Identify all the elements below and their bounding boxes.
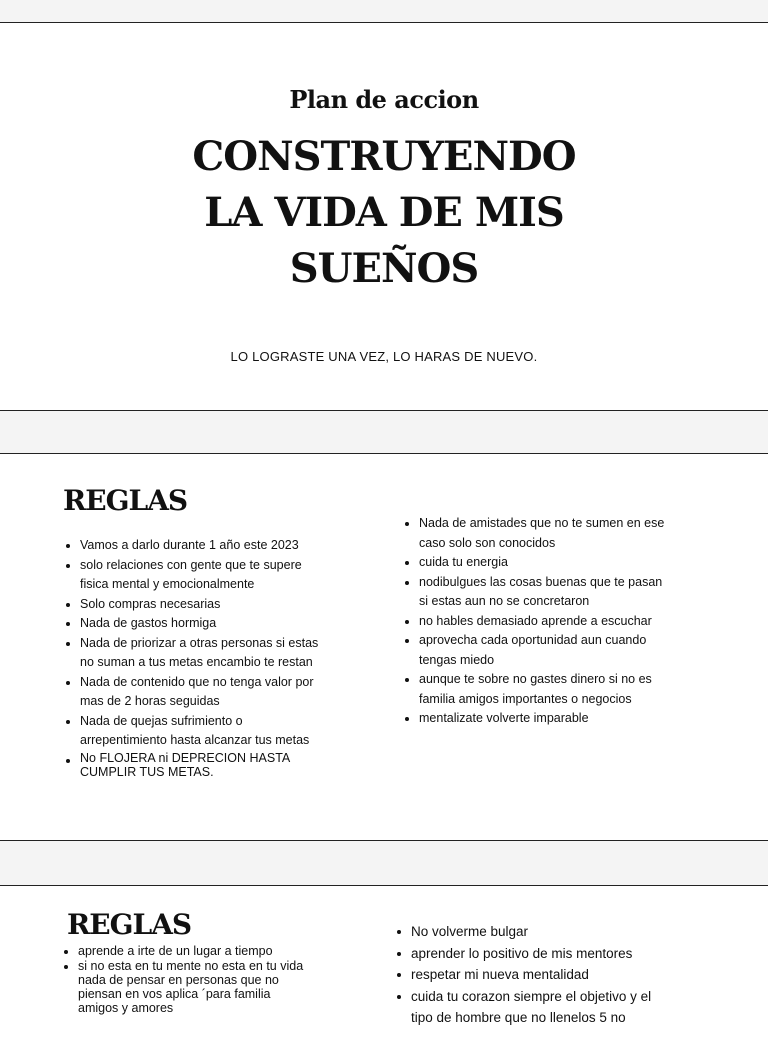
list-item: No FLOJERA ni DEPRECION HASTA CUMPLIR TUS METAS. bbox=[64, 751, 326, 779]
list-item: si no esta en tu mente no esta en tu vida nada de pensar en personas que no piensan en vos aplica ´para familia amigos y amores bbox=[62, 959, 314, 1015]
main-title-line: LA VIDA DE MIS bbox=[204, 189, 564, 236]
list-item: solo relaciones con gente que te supere fisica mental y emocionalmente bbox=[64, 556, 326, 595]
list-item: aprovecha cada oportunidad aun cuando tengas miedo bbox=[403, 631, 665, 670]
list-item: Nada de amistades que no te sumen en ese caso solo son conocidos bbox=[403, 514, 665, 553]
main-title-line: SUEÑOS bbox=[289, 245, 479, 292]
page-rules-2 bbox=[0, 885, 768, 1045]
rules-list-right bbox=[395, 921, 665, 1029]
rules-list-left bbox=[62, 944, 314, 1016]
list-item: No volverme bulgar bbox=[395, 921, 665, 943]
page-rules-1 bbox=[0, 453, 768, 841]
list-item: nodibulgues las cosas buenas que te pasan si estas aun no se concretaron bbox=[403, 573, 665, 612]
list-item: no hables demasiado aprende a escuchar bbox=[403, 612, 665, 632]
list-item: mentalizate volverte imparable bbox=[403, 709, 665, 729]
rules-heading: REGLAS bbox=[67, 908, 192, 941]
rules-list-left bbox=[64, 536, 326, 779]
list-item: Nada de gastos hormiga bbox=[64, 614, 326, 634]
list-item: Solo compras necesarias bbox=[64, 595, 326, 615]
list-item: aprende a irte de un lugar a tiempo bbox=[62, 944, 314, 958]
main-title bbox=[0, 129, 768, 297]
page-cover bbox=[0, 22, 768, 411]
plan-subtitle: Plan de accion bbox=[289, 85, 479, 114]
list-item: cuida tu corazon siempre el objetivo y el tipo de hombre que no llenelos 5 no bbox=[395, 986, 665, 1029]
rules-heading: REGLAS bbox=[63, 484, 188, 517]
list-item: Nada de contenido que no tenga valor por mas de 2 horas seguidas bbox=[64, 673, 326, 712]
list-item: Vamos a darlo durante 1 año este 2023 bbox=[64, 536, 326, 556]
list-item: Nada de quejas sufrimiento o arrepentimiento hasta alcanzar tus metas bbox=[64, 712, 326, 751]
tagline: LO LOGRASTE UNA VEZ, LO HARAS DE NUEVO. bbox=[230, 349, 538, 364]
rules-list-right bbox=[403, 514, 665, 729]
list-item: cuida tu energia bbox=[403, 553, 665, 573]
list-item: respetar mi nueva mentalidad bbox=[395, 964, 665, 986]
list-item: aprender lo positivo de mis mentores bbox=[395, 943, 665, 965]
list-item: aunque te sobre no gastes dinero si no es familia amigos importantes o negocios bbox=[403, 670, 665, 709]
main-title-line: CONSTRUYENDO bbox=[192, 133, 576, 180]
list-item: Nada de priorizar a otras personas si estas no suman a tus metas encambio te restan bbox=[64, 634, 326, 673]
